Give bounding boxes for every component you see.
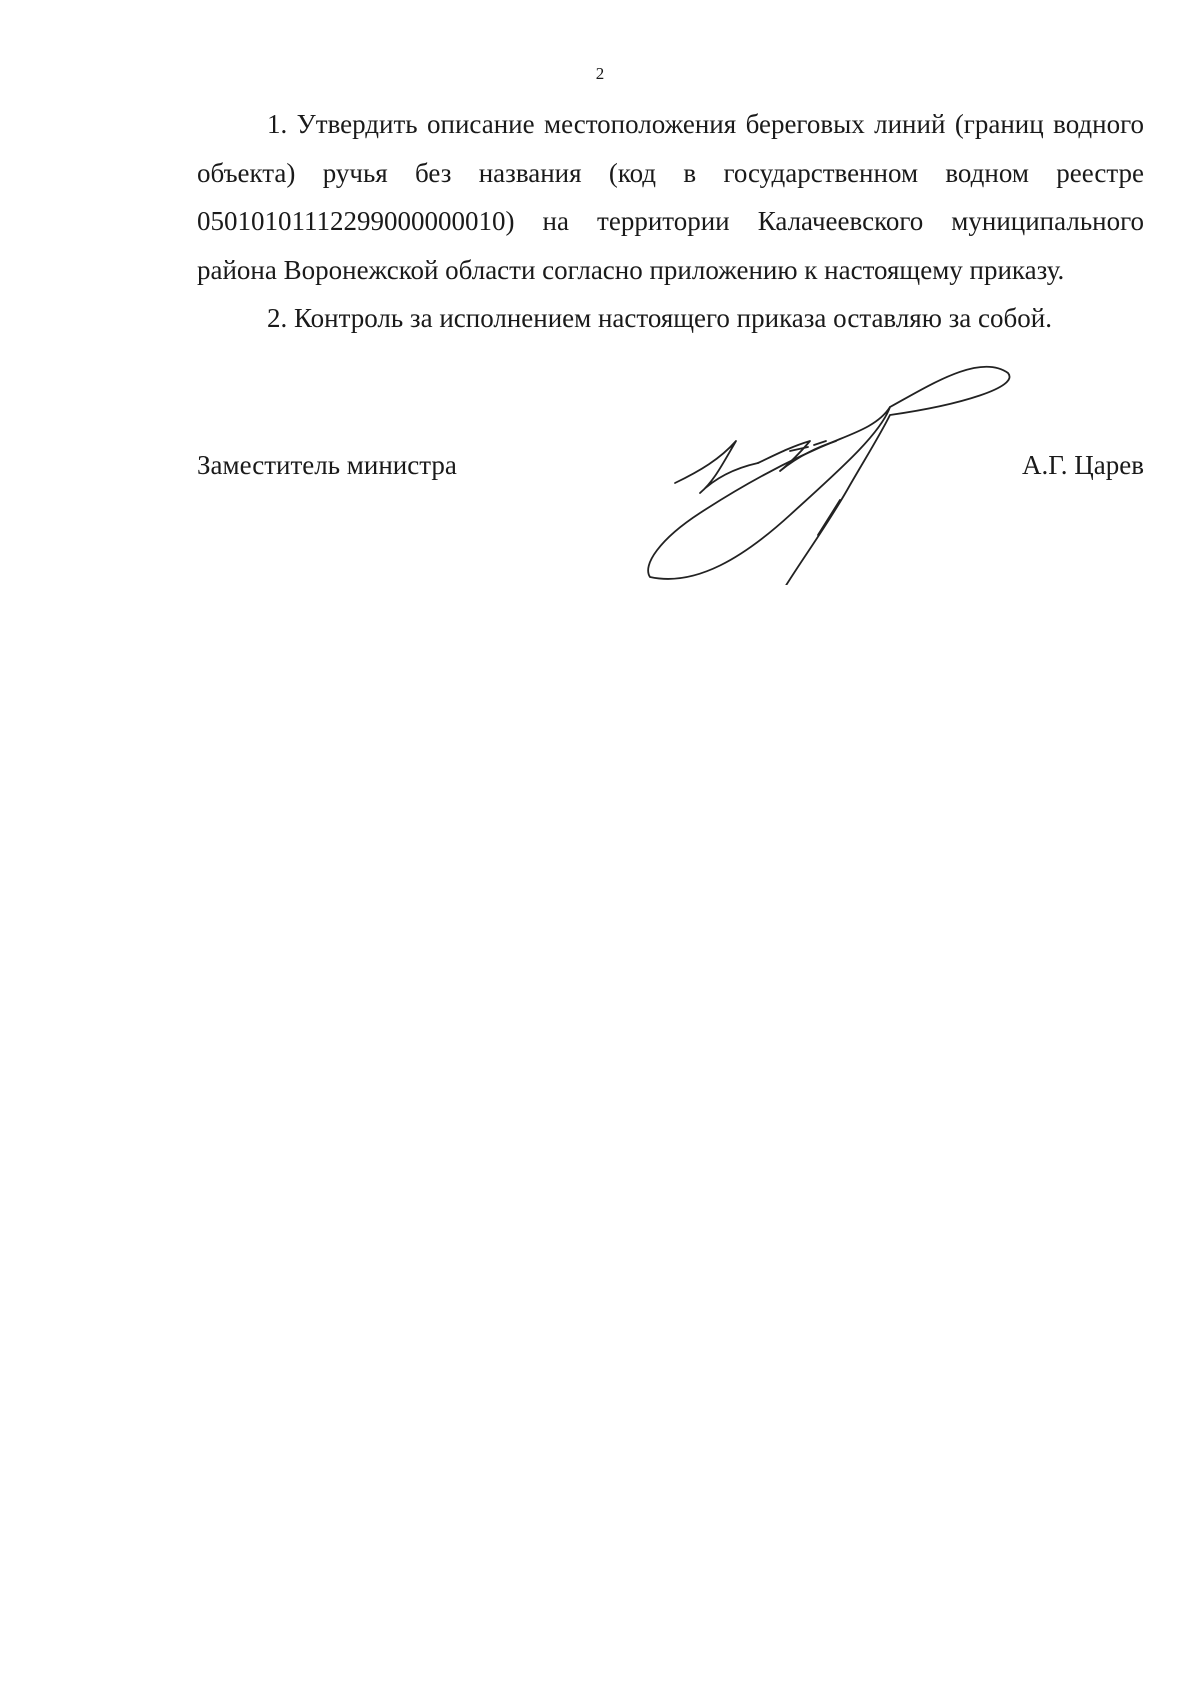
paragraph-1: 1. Утвердить описание местоположения береговых линий (границ водного объекта) ручья без названия (код в государственном водном реестре 05010101112299000000010) на территории Калачеевского муниципального района Воронежской области согласно приложению к настоящему приказу. — [197, 109, 1144, 285]
signature-stroke-4 — [648, 407, 890, 579]
signatory-position: Заместитель министра — [197, 450, 457, 480]
paragraph-2: 2. Контроль за исполнением настоящего приказа оставляю за собой. — [267, 303, 1052, 333]
page-number: 2 — [595, 64, 605, 83]
document-body — [197, 100, 1144, 343]
handwritten-signature — [640, 355, 1030, 585]
signature-stroke-6 — [818, 500, 840, 535]
signature-stroke-5 — [785, 367, 1010, 585]
signatory-name: А.Г. Царев — [1021, 450, 1144, 480]
